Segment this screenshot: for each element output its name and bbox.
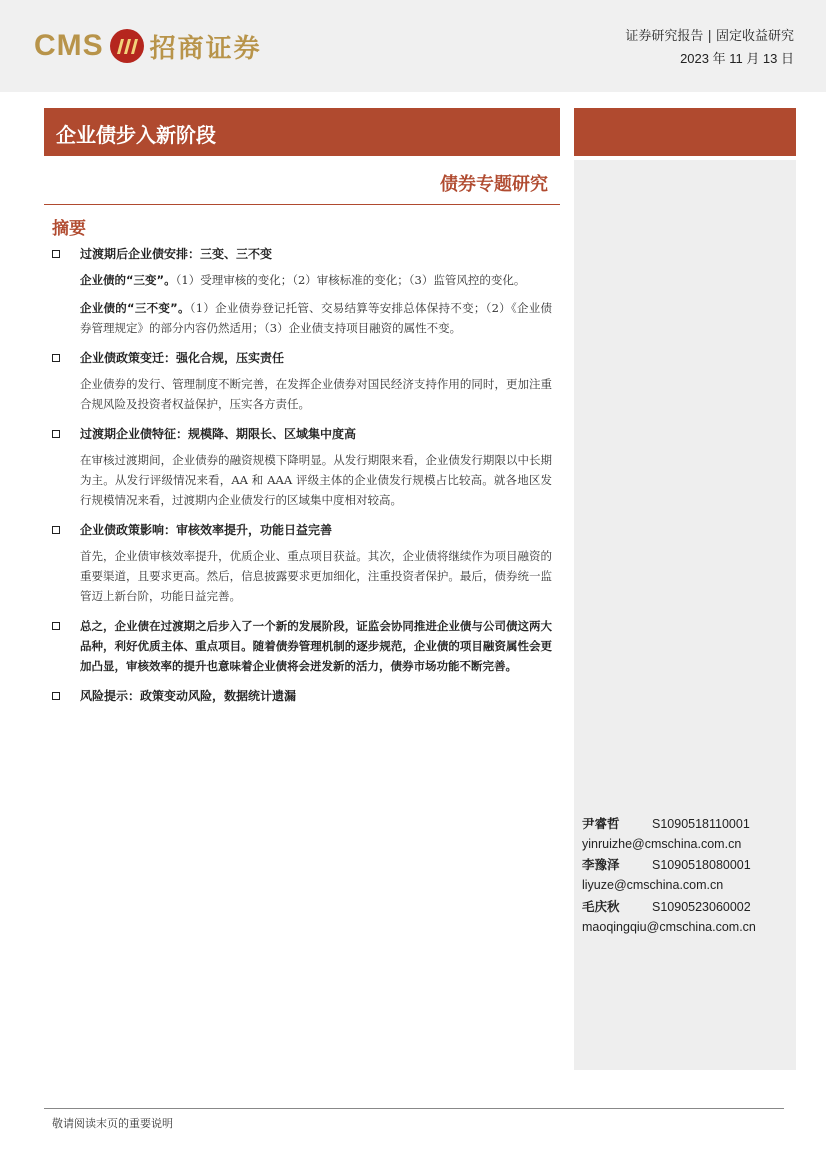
footer-note: 敬请阅读末页的重要说明 [52, 1117, 173, 1130]
page-title: 企业债步入新阶段 [56, 123, 216, 147]
conclusion [52, 616, 552, 676]
risk-text: 风险提示：政策变动风险，数据统计遗漏 [80, 689, 297, 703]
section-title: 企业债政策影响：审核效率提升，功能日益完善 [80, 523, 333, 537]
paragraph-lead: 企业债的“三变”。 [80, 273, 176, 287]
author-license-id: S1090523060002 [652, 900, 751, 914]
bullet-icon [52, 430, 60, 438]
report-meta [625, 26, 794, 70]
risk-warning [52, 686, 552, 706]
subtitle-divider [44, 204, 560, 205]
section-title: 过渡期企业债特征：规模降、期限长、区域集中度高 [80, 427, 357, 441]
conclusion-text: 总之，企业债在过渡期之后步入了一个新的发展阶段，证监会协同推进企业债与公司债这两大品种，利好优质主体、重点项目。随着债券管理机制的逐步规范，企业债的项目融资属性会更加凸显，审核效率的提升也意味着企业债将会迸发新的活力，债券市场功能不断完善。 [80, 619, 552, 673]
author-name: 尹睿哲 [582, 816, 620, 831]
bullet-icon [52, 622, 60, 630]
author-row [582, 855, 782, 875]
bullet-icon [52, 354, 60, 362]
section-paragraph: 首先，企业债审核效率提升，优质企业、重点项目获益。其次，企业债将继续作为项目融资的重要渠道，且要求更高。然后，信息披露要求更加细化，注重投资者保护。最后，债券统一监管迈上新台阶，功能日益完善。 [80, 549, 552, 603]
report-subtitle: 债券专题研究 [440, 174, 548, 195]
section-4 [52, 520, 552, 606]
section-paragraph [80, 298, 552, 338]
section-title: 过渡期后企业债安排：三变、三不变 [80, 247, 273, 261]
paragraph-lead: 企业债的“三不变”。 [80, 301, 190, 315]
section-paragraph: 在审核过渡期间，企业债券的融资规模下降明显。从发行期限来看，企业债发行期限以中长期为主。从发行评级情况来看，AA 和 AAA 评级主体的企业债发行规模占比较高。就各地区发行规模情况来看，过渡期内企业债发行的区域集中度相对较高。 [80, 453, 552, 507]
logo-chinese-name: 招商证券 [149, 33, 262, 64]
author-email[interactable]: maoqingqiu@cmschina.com.cn [582, 920, 756, 934]
logo-emblem-icon [110, 29, 144, 63]
company-logo [34, 26, 262, 66]
author-license-id: S1090518110001 [652, 817, 750, 831]
author-email[interactable]: yinruizhe@cmschina.com.cn [582, 837, 742, 851]
section-1 [52, 244, 552, 338]
report-type: 证券研究报告 | 固定收益研究 [625, 29, 794, 44]
report-date: 2023 年 11 月 13 日 [680, 51, 794, 66]
author-row [582, 897, 782, 917]
author-name: 毛庆秋 [582, 899, 620, 914]
sidebar-header-bar [574, 108, 796, 156]
paragraph-text: （1）受理审核的变化；（2）审核标准的变化；（3）监管风控的变化。 [175, 273, 526, 287]
author-name: 李豫泽 [582, 857, 620, 872]
author-list [582, 814, 782, 938]
section-2 [52, 348, 552, 414]
section-paragraph [80, 270, 552, 290]
author-row [582, 814, 782, 834]
abstract-heading: 摘要 [52, 219, 86, 239]
section-3 [52, 424, 552, 510]
author-license-id: S1090518080001 [652, 858, 751, 872]
bullet-icon [52, 250, 60, 258]
logo-text: CMS [34, 29, 104, 62]
bullet-icon [52, 526, 60, 534]
title-bar [44, 108, 560, 156]
footer-divider [44, 1108, 784, 1109]
abstract-content [52, 244, 552, 706]
paragraph-text: （1）企业债券登记托管、交易结算等安排总体保持不变；（2）《企业债券管理规定》的部分内容仍然适用；（3）企业债支持项目融资的属性不变。 [80, 301, 552, 335]
section-paragraph: 企业债券的发行、管理制度不断完善，在发挥企业债券对国民经济支持作用的同时，更加注重合规风险及投资者权益保护，压实各方责任。 [80, 377, 552, 411]
bullet-icon [52, 692, 60, 700]
section-title: 企业债政策变迁：强化合规，压实责任 [80, 351, 285, 365]
author-email[interactable]: liyuze@cmschina.com.cn [582, 878, 724, 892]
